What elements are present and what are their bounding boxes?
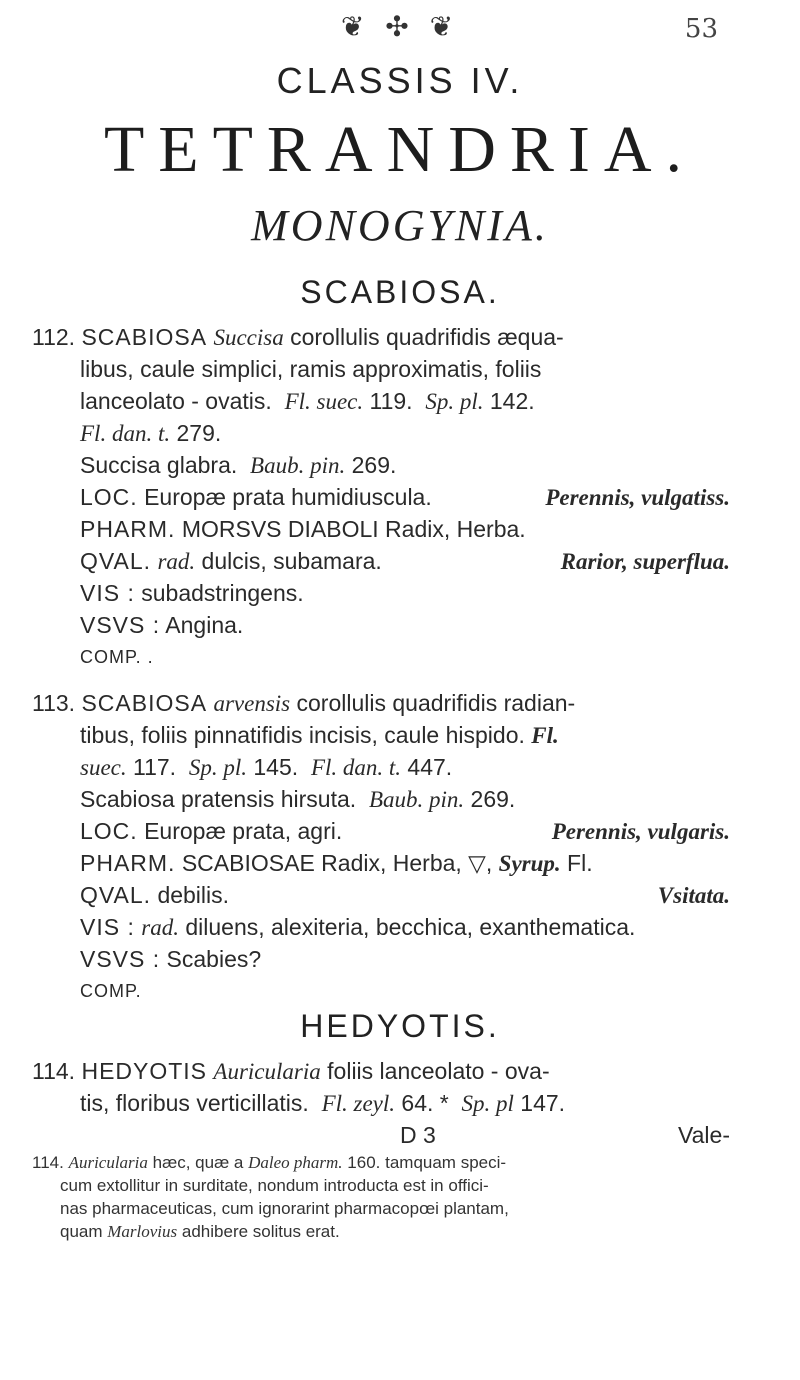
diagnosis-text: corollulis quadrifidis radian- (296, 690, 576, 716)
entry-line (80, 514, 526, 544)
reference-title: Sp. pl. (188, 755, 247, 780)
field-note: Rarior, superflua. (560, 549, 730, 574)
footnote-line: cum extollitur in surditate, nondum introducta est in offici- (60, 1176, 489, 1195)
field-value: Angina. (165, 612, 244, 638)
footnote-line: nas pharmaceuticas, cum ignorarint pharmacopœi plantam, (60, 1199, 509, 1218)
field-value: diluens, alexiteria, becchica, exanthematica. (185, 914, 636, 940)
diagnosis-text: foliis lanceolato - ova- (327, 1058, 550, 1084)
reference-title: Fl. (531, 723, 559, 748)
entry-line (80, 610, 243, 640)
entry-line (80, 546, 382, 577)
reference-number: 269. (470, 786, 516, 812)
entry-number: 113. (32, 690, 76, 716)
field-value: subadstringens. (141, 580, 304, 606)
signature-mark: D 3 (400, 1122, 436, 1148)
entry-line (80, 848, 593, 879)
class-heading: CLASSIS IV. (276, 60, 524, 101)
reference-title: Sp. pl (461, 1091, 514, 1116)
reference-number: 279. (176, 420, 222, 446)
entry-number: 114. (32, 1058, 76, 1084)
field-value: MORSVS DIABOLI Radix, Herba. (181, 516, 526, 542)
entry-line (80, 482, 432, 512)
synonym: Succisa glabra. (80, 452, 238, 478)
species-epithet: arvensis (213, 691, 291, 716)
catchword: Vale- (678, 1122, 730, 1148)
reference-title: suec. (80, 755, 127, 780)
field-value: SCABIOSAE Radix, Herba, ▽, (181, 850, 493, 876)
reference-title: Fl. zeyl. (321, 1091, 396, 1116)
entry-line (80, 912, 635, 943)
reference-number: 119. (369, 388, 413, 414)
species-genus: SCABIOSA (81, 324, 208, 350)
reference-number: 145. (253, 754, 299, 780)
reference-number: 447. (407, 754, 453, 780)
entry-line (32, 322, 564, 353)
entry-line (80, 816, 342, 846)
field-note: Vsitata. (657, 883, 730, 908)
diagnosis-text: corollulis quadrifidis æqua- (290, 324, 564, 350)
field-note: Perennis, vulgaris. (551, 819, 730, 844)
reference-title: Fl. dan. t. (80, 421, 171, 446)
field-label: COMP. (80, 981, 142, 1001)
field-value: Europæ prata, agri. (144, 818, 343, 844)
field-label: QVAL. (80, 882, 152, 908)
diagnosis-text: tis, floribus verticillatis. (80, 1090, 309, 1116)
footnote-text: hæc, quæ a (152, 1153, 244, 1172)
field-value: debilis. (157, 882, 230, 908)
entry-line (80, 418, 221, 449)
reference-number: 117. (133, 754, 177, 780)
species-genus: HEDYOTIS (81, 1058, 208, 1084)
field-value: rad. (141, 915, 179, 940)
entry-line (80, 450, 396, 481)
footnote-line (60, 1221, 340, 1243)
reference-title: Baub. pin. (368, 787, 465, 812)
field-value: Europæ prata humidiuscula. (144, 484, 432, 510)
field-value: dulcis, subamara. (201, 548, 382, 574)
diagnosis-text: tibus, foliis pinnatifidis incisis, caule hispido. (80, 722, 525, 748)
field-value: Scabies? (166, 946, 262, 972)
genus-heading-scabiosa: SCABIOSA. (300, 274, 500, 310)
header-ornament: ❦ ✣ ❦ (340, 10, 460, 43)
footnote-text: Marlovius (107, 1222, 178, 1241)
reference-number: 269. (351, 452, 397, 478)
diagnosis-text: lanceolato - ovatis. (80, 388, 272, 414)
reference-number: 142. (489, 388, 535, 414)
field-label: PHARM. (80, 516, 176, 542)
entry-line (32, 1056, 550, 1087)
reference-title: Fl. dan. t. (310, 755, 402, 780)
field-label: VSVS : (80, 612, 161, 638)
entry-line (80, 578, 304, 608)
field-note: Perennis, vulgatiss. (545, 485, 730, 510)
footnote-text: quam (60, 1222, 103, 1241)
footnote-text: adhibere solitus erat. (181, 1222, 340, 1241)
genus-heading-hedyotis: HEDYOTIS. (300, 1008, 500, 1044)
entry-line (80, 1088, 565, 1119)
footnote-text: 160. tamquam speci- (347, 1153, 507, 1172)
entry-line (80, 784, 515, 815)
field-label: COMP. . (80, 647, 154, 667)
field-label: VIS : (80, 580, 135, 606)
field-value: Syrup. (498, 851, 561, 876)
field-label: PHARM. (80, 850, 176, 876)
species-epithet: Succisa (213, 325, 284, 350)
entry-line (32, 688, 575, 719)
entry-line (80, 720, 559, 751)
field-label: VSVS : (80, 946, 161, 972)
order-title: MONOGYNIA. (251, 201, 549, 250)
class-title: TETRANDRIA. (103, 113, 697, 186)
footnote-text: Auricularia (68, 1153, 148, 1172)
entry-line (80, 944, 261, 974)
reference-title: Sp. pl. (425, 389, 484, 414)
reference-number: 64. * (401, 1090, 449, 1116)
entry-line (80, 752, 452, 783)
field-label: VIS : (80, 914, 135, 940)
field-value: Fl. (567, 850, 593, 876)
field-value: rad. (157, 549, 196, 574)
reference-number: 147. (520, 1090, 566, 1116)
entry-number: 112. (32, 324, 76, 350)
page-number: 53 (684, 14, 718, 44)
footnote-text: Daleo pharm. (248, 1153, 343, 1172)
field-label: QVAL. (80, 548, 152, 574)
entry-line (80, 880, 229, 910)
field-label: LOC. (80, 484, 138, 510)
reference-title: Fl. suec. (284, 389, 364, 414)
footnote-line (32, 1152, 506, 1174)
footnote-number: 114. (32, 1153, 64, 1172)
entry-line: libus, caule simplici, ramis approximatis, foliis (80, 356, 542, 382)
synonym: Scabiosa pratensis hirsuta. (80, 786, 357, 812)
reference-title: Baub. pin. (250, 453, 346, 478)
entry-line (80, 386, 535, 417)
species-epithet: Auricularia (213, 1059, 321, 1084)
field-label: LOC. (80, 818, 138, 844)
species-genus: SCABIOSA (81, 690, 208, 716)
